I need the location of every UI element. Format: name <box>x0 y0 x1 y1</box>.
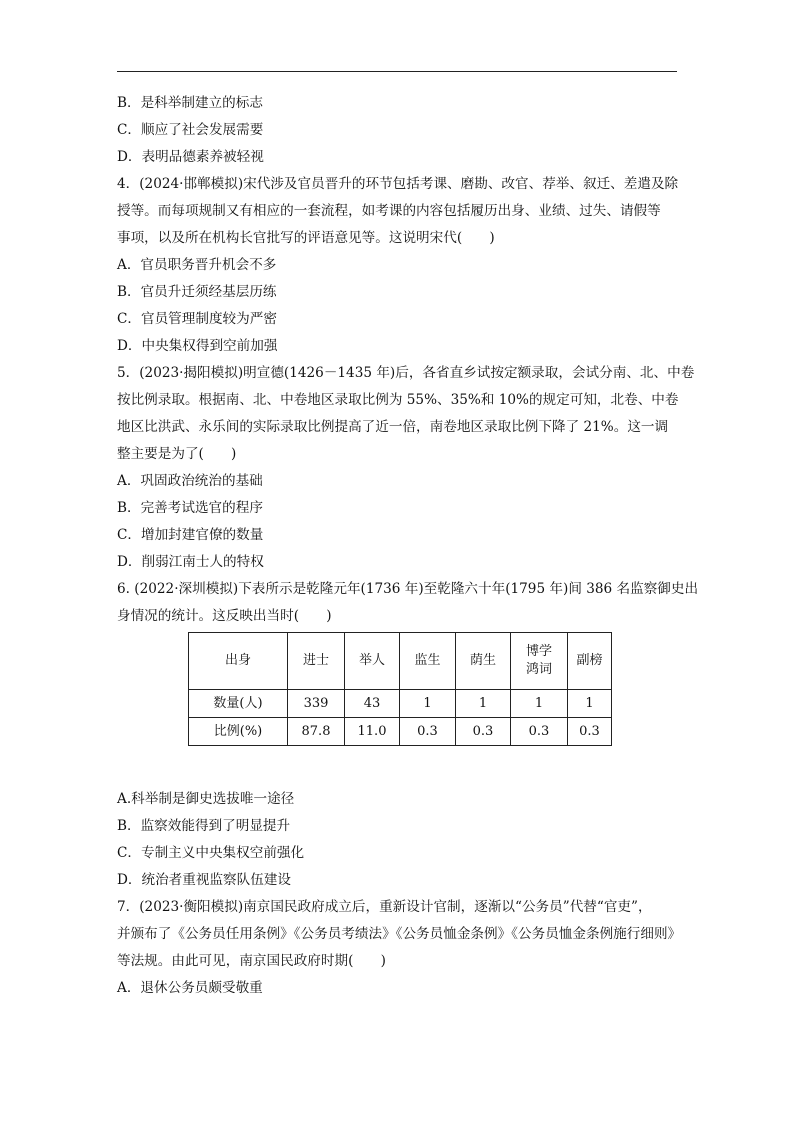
q5-stem-line-2: 按比例录取。根据南、北、中卷地区录取比例为 55%、35%和 10%的规定可知，北卷、中卷 <box>117 392 679 408</box>
q4-option-a[interactable]: A．官员职务晋升机会不多 <box>117 257 277 273</box>
q4-option-d[interactable]: D．中央集权得到空前加强 <box>117 338 278 354</box>
q6-stem-line-2: 身情况的统计。这反映出当时( ) <box>117 608 332 624</box>
table-cell: 1 <box>568 690 612 718</box>
q5-stem-line-3: 地区比洪武、永乐间的实际录取比例提高了近一倍，南卷地区录取比例下降了 21%。这一调 <box>117 419 669 435</box>
q6-option-c[interactable]: C．专制主义中央集权空前强化 <box>117 845 305 861</box>
q4-stem-line-2: 授等。而每项规制又有相应的一套流程，如考课的内容包括履历出身、业绩、过失、请假等 <box>117 203 661 219</box>
q4-stem-line-3: 事项，以及所在机构长官批写的评语意见等。这说明宋代( ) <box>117 230 495 246</box>
table-cell: 数量(人) <box>189 690 288 718</box>
q5-option-a[interactable]: A．巩固政治统治的基础 <box>117 473 263 489</box>
q3-option-d[interactable]: D．表明品德素养被轻视 <box>117 149 264 165</box>
table-cell: 比例(%) <box>189 718 288 746</box>
q4-option-b[interactable]: B．官员升迁须经基层历练 <box>117 284 277 300</box>
table-cell: 0.3 <box>511 718 568 746</box>
q5-stem-line-4: 整主要是为了( ) <box>117 446 237 462</box>
table-header-cell: 出身 <box>189 633 288 690</box>
table-cell: 0.3 <box>400 718 456 746</box>
header-boxue-bottom: 鸿词 <box>525 662 552 677</box>
q7-option-a[interactable]: A．退休公务员颇受敬重 <box>117 980 263 996</box>
q6-table-wrapper <box>188 632 677 746</box>
question-sheet <box>117 90 699 1002</box>
table-header-cell: 监生 <box>400 633 456 690</box>
header-boxue-top: 博学 <box>525 644 552 659</box>
table-header-cell: 副榜 <box>568 633 612 690</box>
table-cell: 43 <box>345 690 400 718</box>
q6-option-a[interactable]: A.科举制是御史选拔唯一途径 <box>117 791 295 807</box>
q7-stem-line-3: 等法规。由此可见，南京国民政府时期( ) <box>117 953 386 969</box>
q7-stem-line-2: 并颁布了《公务员任用条例》《公务员考绩法》《公务员恤金条例》《公务员恤金条例施行细则》 <box>117 926 682 942</box>
header-rule <box>117 71 677 72</box>
table-header-cell: 荫生 <box>456 633 511 690</box>
table-cell: 0.3 <box>456 718 511 746</box>
q4-option-c[interactable]: C．官员管理制度较为严密 <box>117 311 277 327</box>
q5-option-d[interactable]: D．削弱江南士人的特权 <box>117 554 264 570</box>
table-header-cell: 进士 <box>288 633 345 690</box>
table-cell: 11.0 <box>345 718 400 746</box>
table-cell: 1 <box>400 690 456 718</box>
table-row <box>189 690 612 718</box>
table-header-row <box>189 633 612 690</box>
table-cell: 339 <box>288 690 345 718</box>
table-row <box>189 718 612 746</box>
q4-stem-line-1: 4．(2024·邯郸模拟)宋代涉及官员晋升的环节包括考课、磨勘、改官、荐举、叙迁、差遣及除 <box>117 176 679 192</box>
table-cell: 1 <box>511 690 568 718</box>
table-header-cell: 举人 <box>345 633 400 690</box>
q3-option-b[interactable]: B．是科举制建立的标志 <box>117 95 263 111</box>
q6-option-b[interactable]: B．监察效能得到了明显提升 <box>117 818 291 834</box>
q5-option-b[interactable]: B．完善考试选官的程序 <box>117 500 263 516</box>
table-cell: 1 <box>456 690 511 718</box>
q7-stem-line-1: 7．(2023·衡阳模拟)南京国民政府成立后，重新设计官制，逐渐以“公务员”代替“官吏”， <box>117 899 652 915</box>
q5-stem-line-1: 5．(2023·揭阳模拟)明宣德(1426－1435 年)后，各省直乡试按定额录取，会试分南、北、中卷 <box>117 365 695 381</box>
table-cell: 0.3 <box>568 718 612 746</box>
table-header-cell-boxue <box>511 633 568 690</box>
q3-option-c[interactable]: C．顺应了社会发展需要 <box>117 122 264 138</box>
q6-stem-line-1: 6. (2022·深圳模拟)下表所示是乾隆元年(1736 年)至乾隆六十年(1795 年)间 386 名监察御史出 <box>117 581 699 597</box>
q6-stats-table <box>188 632 612 746</box>
q6-option-d[interactable]: D．统治者重视监察队伍建设 <box>117 872 292 888</box>
table-cell: 87.8 <box>288 718 345 746</box>
q5-option-c[interactable]: C．增加封建官僚的数量 <box>117 527 264 543</box>
